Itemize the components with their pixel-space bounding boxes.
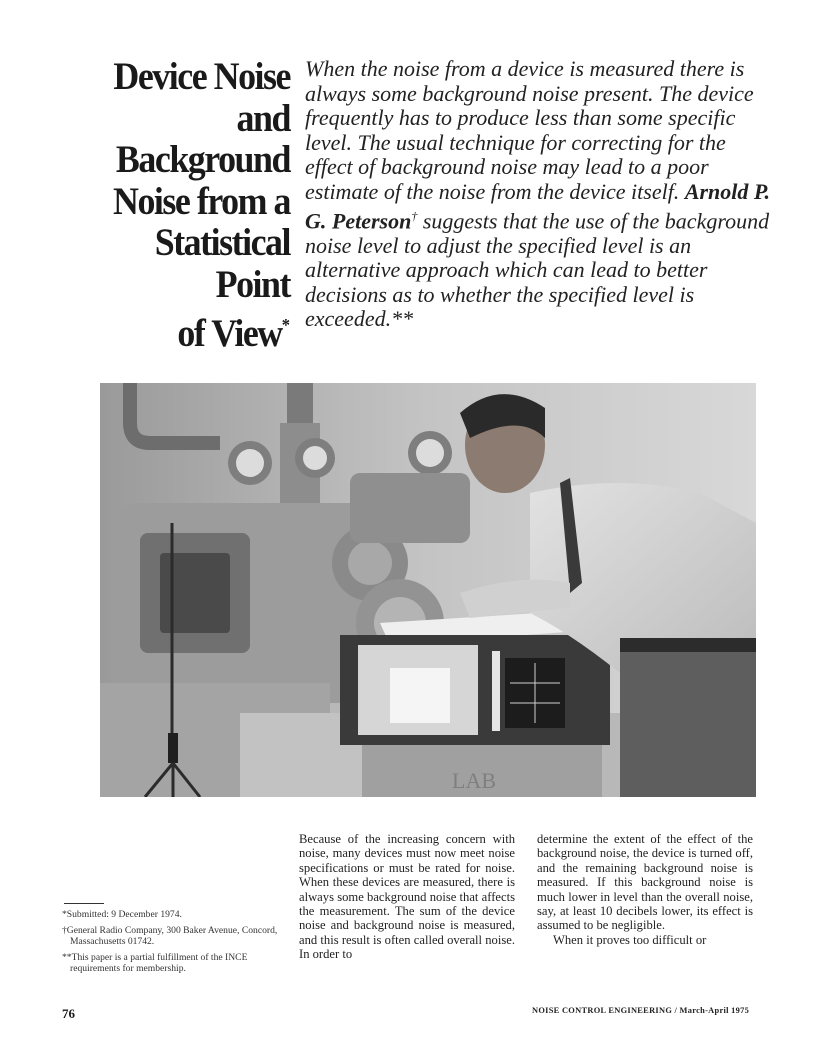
abstract-intro: When the noise from a device is measured there is always some background noise present. The device frequently has to produce less than some specific level. The usual technique for correcting for the effect of background noise may lead to a poor estimate of the noise from the device itself. bbox=[305, 56, 754, 204]
author-name: Arnold P. G. Peterson bbox=[305, 178, 770, 234]
page-number: 76 bbox=[62, 1006, 75, 1021]
journal-footer: NOISE CONTROL ENGINEERING / March-April 1975 bbox=[532, 1006, 750, 1015]
crate-label: LAB bbox=[452, 768, 496, 793]
footnote-affiliation: †General Radio Company, 300 Baker Avenue, Concord, Massachusetts 01742. bbox=[62, 925, 278, 947]
title-line: Device Noise bbox=[113, 55, 290, 98]
footnote-divider bbox=[64, 903, 104, 904]
title-line: Statistical bbox=[154, 221, 290, 264]
body-column-2 bbox=[537, 832, 753, 947]
title-line: and bbox=[236, 96, 290, 140]
footnote-submitted: *Submitted: 9 December 1974. bbox=[62, 909, 182, 920]
title-footnote-mark: * bbox=[281, 315, 290, 335]
footnotes bbox=[62, 909, 284, 979]
title-last-text: of View bbox=[177, 312, 282, 355]
body-paragraph: When it proves too difficult or bbox=[553, 932, 707, 947]
title-line: Background bbox=[115, 138, 290, 181]
author-footnote-mark: † bbox=[411, 209, 418, 223]
photo-illustration bbox=[100, 383, 756, 797]
article-photo bbox=[100, 383, 756, 797]
body-column-1: Because of the increasing concern with noise, many devices must now meet noise specifications or must be rated for noise. When these devices are measured, there is always some background noise that affects the measurement. The sum of the device noise and background noise is measured, and this result is often called overall noise. In order to bbox=[299, 832, 515, 962]
title-line: Point bbox=[215, 262, 290, 306]
footnote-membership: **This paper is a partial fulfillment of the INCE requirements for membership. bbox=[62, 952, 248, 974]
abstract bbox=[305, 57, 775, 332]
abstract-rest: suggests that the use of the background noise level to adjust the specified level is an alternative approach which can lead to better decisions as to whether the specified level is exceeded.** bbox=[305, 208, 770, 332]
title-line bbox=[60, 305, 290, 355]
body-paragraph: determine the extent of the effect of the background noise, the device is turned off, and the remaining background noise is measured. If this background noise is much lower in level than the overall noise, say, at least 10 decibels lower, its effect is assumed to be negligible. bbox=[537, 832, 753, 933]
article-title bbox=[60, 56, 290, 355]
title-line: Noise from a bbox=[113, 179, 290, 223]
